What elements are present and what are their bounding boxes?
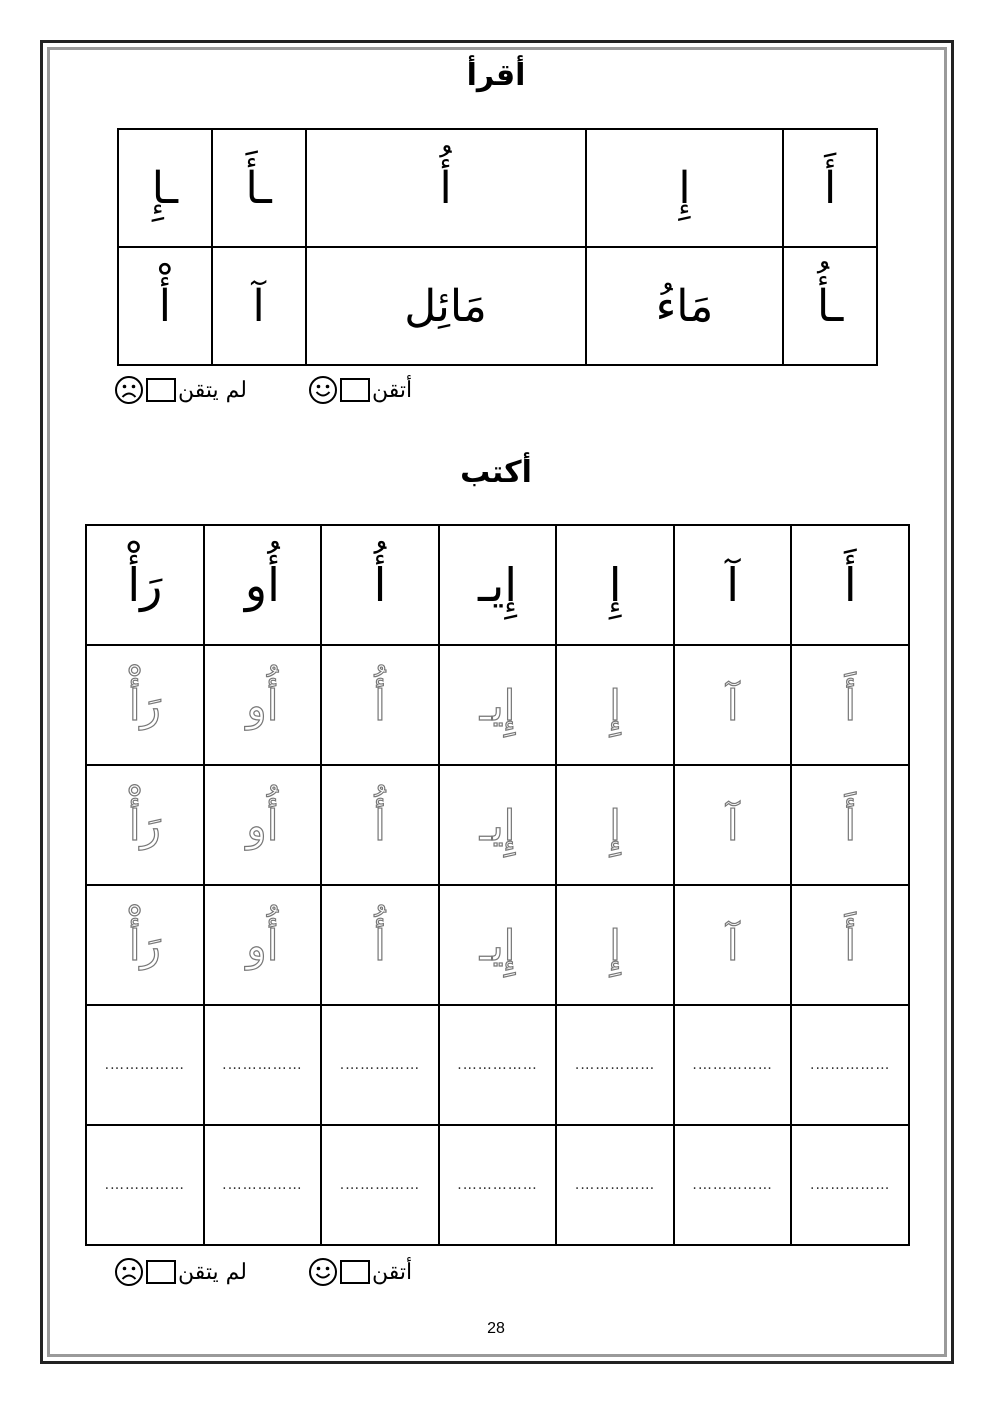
read-cell: ـأُ <box>783 247 877 365</box>
blank-cell[interactable]: ……………. <box>556 1125 674 1245</box>
model-cell: آ <box>674 525 792 645</box>
read-cell: ـأَ <box>212 129 306 247</box>
mastered-label: أتقن <box>372 377 413 403</box>
trace-cell[interactable]: إِ <box>556 765 674 885</box>
trace-row <box>86 765 909 885</box>
read-cell: مَاءُ <box>586 247 784 365</box>
model-row <box>86 525 909 645</box>
not-mastered-label: لم يتقن <box>178 377 247 403</box>
write-heading: أكتب <box>460 455 532 490</box>
trace-cell[interactable]: إِيـ <box>439 765 557 885</box>
not-mastered-checkbox[interactable] <box>146 1260 176 1284</box>
model-cell: رَأْ <box>86 525 204 645</box>
blank-row <box>86 1005 909 1125</box>
trace-cell[interactable]: أُو <box>204 885 322 1005</box>
trace-cell[interactable]: رَأْ <box>86 885 204 1005</box>
trace-cell[interactable]: أُ <box>321 645 439 765</box>
read-cell: أْ <box>118 247 212 365</box>
not-mastered-option[interactable] <box>114 370 247 410</box>
not-mastered-option[interactable] <box>114 1252 247 1292</box>
trace-cell[interactable]: أَ <box>791 765 909 885</box>
blank-cell[interactable]: ……………. <box>674 1005 792 1125</box>
blank-cell[interactable]: ……………. <box>204 1005 322 1125</box>
not-mastered-checkbox[interactable] <box>146 378 176 402</box>
blank-cell[interactable]: ……………. <box>791 1005 909 1125</box>
sad-face-icon <box>114 375 144 405</box>
blank-cell[interactable]: ……………. <box>321 1125 439 1245</box>
trace-cell[interactable]: أَ <box>791 885 909 1005</box>
smiley-face-icon <box>308 375 338 405</box>
read-cell: آ <box>212 247 306 365</box>
model-cell: إِيـ <box>439 525 557 645</box>
read-cell: ـإِ <box>118 129 212 247</box>
mastered-checkbox[interactable] <box>340 1260 370 1284</box>
blank-cell[interactable]: ……………. <box>204 1125 322 1245</box>
trace-cell[interactable]: آ <box>674 645 792 765</box>
trace-cell[interactable]: آ <box>674 765 792 885</box>
read-cell: أَ <box>783 129 877 247</box>
read-assessment <box>0 370 992 410</box>
blank-cell[interactable]: ……………. <box>791 1125 909 1245</box>
write-assessment <box>0 1252 992 1292</box>
trace-row <box>86 645 909 765</box>
model-cell: أُو <box>204 525 322 645</box>
read-cell: إِ <box>586 129 784 247</box>
model-cell: أُ <box>321 525 439 645</box>
mastered-label: أتقن <box>372 1259 413 1285</box>
read-cell: مَائِل <box>306 247 586 365</box>
write-table <box>85 524 910 1246</box>
read-row <box>118 247 877 365</box>
trace-cell[interactable]: إِ <box>556 885 674 1005</box>
model-cell: إِ <box>556 525 674 645</box>
blank-row <box>86 1125 909 1245</box>
blank-cell[interactable]: ……………. <box>439 1005 557 1125</box>
blank-cell[interactable]: ……………. <box>86 1125 204 1245</box>
read-row <box>118 129 877 247</box>
trace-cell[interactable]: رَأْ <box>86 765 204 885</box>
read-table <box>117 128 878 366</box>
trace-cell[interactable]: رَأْ <box>86 645 204 765</box>
model-cell: أَ <box>791 525 909 645</box>
trace-cell[interactable]: أُو <box>204 645 322 765</box>
trace-cell[interactable]: إِيـ <box>439 645 557 765</box>
blank-cell[interactable]: ……………. <box>674 1125 792 1245</box>
sad-face-icon <box>114 1257 144 1287</box>
trace-cell[interactable]: إِيـ <box>439 885 557 1005</box>
read-heading: أقرأ <box>466 58 526 93</box>
trace-cell[interactable]: إِ <box>556 645 674 765</box>
smiley-face-icon <box>308 1257 338 1287</box>
page-number: 28 <box>487 1320 505 1337</box>
read-cell: أُ <box>306 129 586 247</box>
blank-cell[interactable]: ……………. <box>86 1005 204 1125</box>
trace-cell[interactable]: أُ <box>321 765 439 885</box>
mastered-option[interactable] <box>308 1252 412 1292</box>
trace-cell[interactable]: أُ <box>321 885 439 1005</box>
trace-row <box>86 885 909 1005</box>
blank-cell[interactable]: ……………. <box>556 1005 674 1125</box>
mastered-option[interactable] <box>308 370 412 410</box>
mastered-checkbox[interactable] <box>340 378 370 402</box>
blank-cell[interactable]: ……………. <box>321 1005 439 1125</box>
trace-cell[interactable]: أُو <box>204 765 322 885</box>
not-mastered-label: لم يتقن <box>178 1259 247 1285</box>
trace-cell[interactable]: أَ <box>791 645 909 765</box>
trace-cell[interactable]: آ <box>674 885 792 1005</box>
blank-cell[interactable]: ……………. <box>439 1125 557 1245</box>
